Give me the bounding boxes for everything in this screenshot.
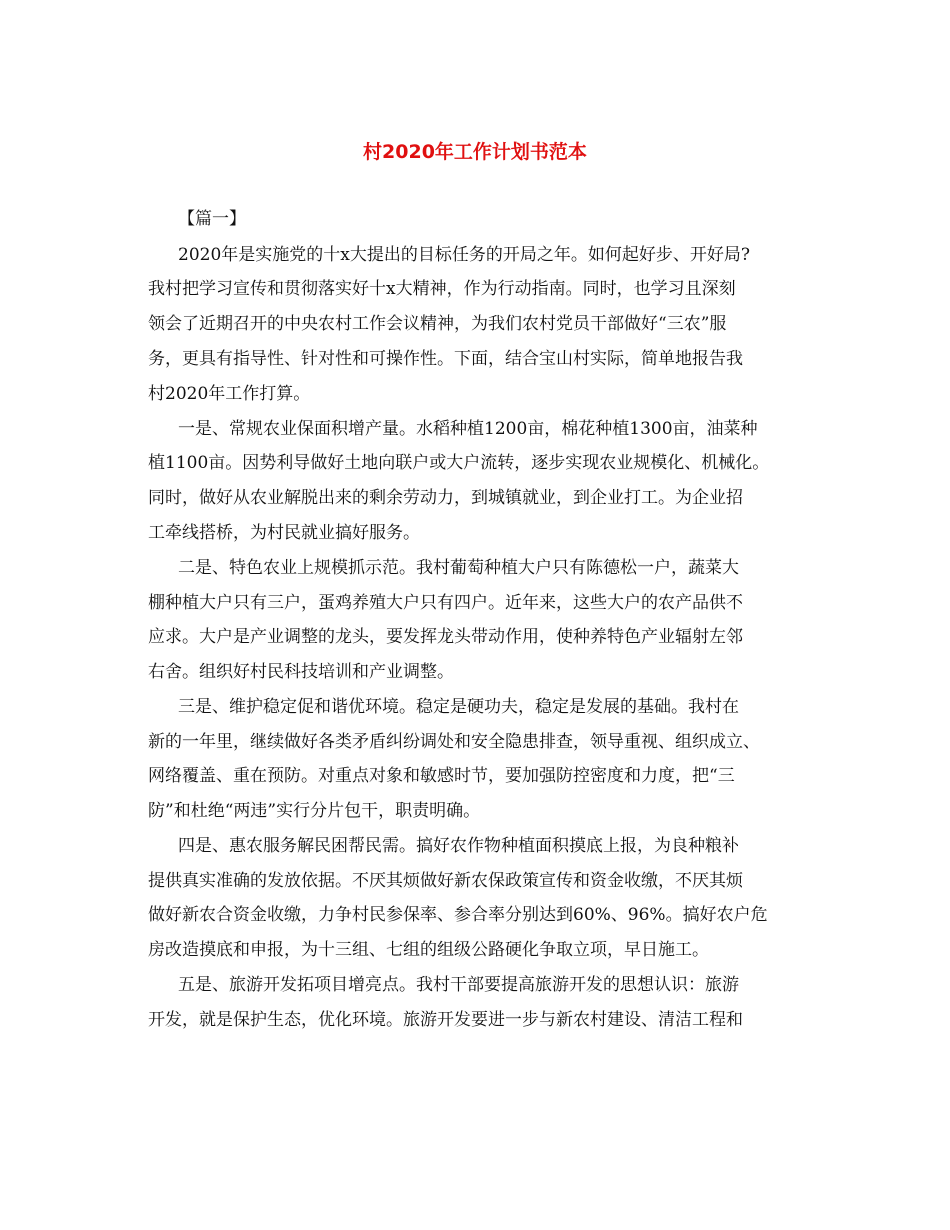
paragraph-line: 领会了近期召开的中央农村工作会议精神，为我们农村党员干部做好“三农”服: [148, 314, 727, 334]
paragraph-line: 工牵线搭桥，为村民就业搞好服务。: [148, 523, 420, 543]
paragraph-line: 同时，做好从农业解脱出来的剩余劳动力，到城镇就业，到企业打工。为企业招: [148, 488, 743, 508]
paragraph-line: 四是、惠农服务解民困帮民需。搞好农作物种植面积摸底上报，为良种粮补: [178, 836, 739, 856]
paragraph-line: 务，更具有指导性、针对性和可操作性。下面，结合宝山村实际，简单地报告我: [148, 349, 743, 369]
paragraph-line: 我村把学习宣传和贯彻落实好十x大精神，作为行动指南。同时，也学习且深刻: [148, 279, 736, 299]
paragraph-line: 2020年是实施党的十x大提出的目标任务的开局之年。如何起好步、开好局?: [178, 245, 750, 265]
paragraph-line: 村2020年工作打算。: [148, 384, 311, 404]
paragraph-line: 应求。大户是产业调整的龙头，要发挥龙头带动作用，使种养特色产业辐射左邻: [148, 627, 743, 647]
paragraph-line: 三是、维护稳定促和谐优环境。稳定是硬功夫，稳定是发展的基础。我村在: [178, 697, 739, 717]
paragraph-line: 二是、特色农业上规模抓示范。我村葡萄种植大户只有陈德松一户，蔬菜大: [178, 558, 739, 578]
section-label: 【篇一】: [178, 209, 246, 229]
paragraph-line: 提供真实准确的发放依据。不厌其烦做好新农保政策宣传和资金收缴，不厌其烦: [148, 871, 743, 891]
paragraph-line: 新的一年里，继续做好各类矛盾纠纷调处和安全隐患排查，领导重视、组织成立、: [148, 732, 760, 752]
paragraph-line: 做好新农合资金收缴，力争村民参保率、参合率分别达到60%、96%。搞好农户危: [148, 905, 768, 925]
paragraph-line: 开发，就是保护生态，优化环境。旅游开发要进一步与新农村建设、清洁工程和: [148, 1010, 743, 1030]
paragraph-line: 植1100亩。因势利导做好土地向联户或大户流转，逐步实现农业规模化、机械化。: [148, 453, 770, 473]
paragraph-line: 五是、旅游开发拓项目增亮点。我村干部要提高旅游开发的思想认识：旅游: [178, 975, 739, 995]
paragraph-line: 棚种植大户只有三户，蛋鸡养殖大户只有四户。近年来，这些大户的农产品供不: [148, 593, 743, 613]
paragraph-line: 一是、常规农业保面积增产量。水稻种植1200亩，棉花种植1300亩，油菜种: [178, 419, 758, 439]
paragraph-line: 防”和杜绝“两违”实行分片包干，职责明确。: [148, 801, 481, 821]
paragraph-line: 右舍。组织好村民科技培训和产业调整。: [148, 662, 454, 682]
document-title: 村2020年工作计划书范本: [363, 141, 587, 163]
paragraph-line: 房改造摸底和申报，为十三组、七组的组级公路硬化争取立项，早日施工。: [148, 940, 709, 960]
paragraph-line: 网络覆盖、重在预防。对重点对象和敏感时节，要加强防控密度和力度，把“三: [148, 766, 735, 786]
